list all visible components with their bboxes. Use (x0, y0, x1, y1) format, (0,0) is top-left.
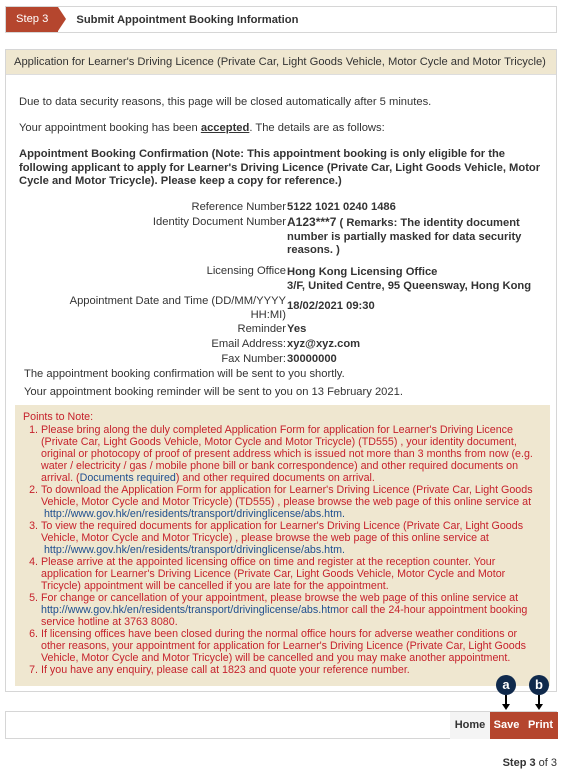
save-button[interactable]: Save (490, 712, 523, 739)
step-pager (503, 757, 557, 769)
id-value: A123***7 (287, 215, 337, 229)
note-item-1: 1. Please bring along the duly completed Application Form for application for Learner's Driving Licence (Private Car, Light Goods Vehicle, Motor Cycle and Motor Tricycle) (TD555) , your identity document, original or photocopy of proof of present address which is issued not more than 3 months from now (e.g. water / electricity / gas / mobile phone bill or bank correspondence) and other required documents on arrival. (Documents required) and other required documents on arrival. (41, 424, 542, 484)
datetime-value: 18/02/2021 09:30 (287, 300, 375, 312)
datetime-label-l1: Appointment Date and Time (DD/MM/YYYY (69, 295, 286, 307)
reference-label: Reference Number (191, 201, 286, 213)
reminder-value: Yes (287, 323, 307, 335)
note-2-text: To download the Application Form for application for Learner's Driving Licence (Private Car, Light Goods Vehicle, Motor Cycle and Motor Tricycle) (TD555) , please browse the web page of this online service at (41, 484, 533, 508)
print-button[interactable]: Print (523, 712, 558, 739)
reference-value: 5122 1021 0240 1486 (287, 201, 396, 213)
note-1-tail: ) and other required documents on arrival. (175, 472, 375, 484)
fax-label: Fax Number: (221, 353, 286, 365)
email-value: xyz@xyz.com (287, 338, 361, 350)
office-label: Licensing Office (206, 265, 286, 277)
id-remark-l1: ( Remarks: The identity document (339, 217, 520, 229)
note-item-4: 4. Please arrive at the appointed licensing office on time and register at the reception counter. Your application for Learner's Driving Licence (Private Car, Light Goods Vehicle, Motor Cycle and Motor Tricycle) appointment will be cancelled if you are late for the appointment. (41, 556, 542, 592)
note-1-text: Please bring along the duly completed Application Form for application for Learner's Driving Licence (Private Car, Light Goods Vehicle, Motor Cycle and Motor Tricycle) (TD555) , your identity document, original or photocopy of proof of present address which is issued not more than 3 months from now (e.g. water / electricity / gas / mobile phone bill or bank correspondence) and other required documents on arrival. (41, 424, 533, 484)
id-remark-l3: reasons. ) (287, 244, 340, 256)
datetime-label-l2: HH:MI) (250, 309, 286, 321)
confirmation-note-text: (Note: This appointment booking is only eligible for the following applicant to apply for Learner's Driving Licence (Private Car, Light Goods Vehicle, Motor Cycle and Motor Tricycle). Please keep a copy for reference.) (19, 148, 541, 187)
marker-a-arrowhead (502, 704, 510, 710)
id-label: Identity Document Number (152, 216, 286, 228)
notes-title: Points to Note: (23, 411, 94, 423)
note-3-link[interactable]: http://www.gov.hk/en/residents/transport/drivinglicense/abs.htm. (43, 544, 345, 556)
confirmation-sent-note: The appointment booking confirmation will be sent to you shortly. (24, 368, 345, 380)
marker-a: a (496, 675, 516, 695)
booking-status-line (19, 122, 546, 134)
marker-b: b (529, 675, 549, 695)
booking-status-post: . The details are as follows: (249, 122, 385, 134)
note-item-2 (41, 484, 542, 520)
note-item-3 (41, 520, 542, 556)
booking-status: accepted (200, 122, 250, 134)
note-2-link[interactable]: http://www.gov.hk/en/residents/transport/drivinglicense/abs.htm. (43, 508, 345, 520)
security-note: Due to data security reasons, this page will be closed automatically after 5 minutes. (19, 96, 432, 108)
points-to-note (15, 405, 550, 686)
note-item-5 (41, 592, 542, 628)
confirmation-note (19, 148, 546, 189)
office-address: 3/F, United Centre, 95 Queensway, Hong Kong (287, 280, 532, 292)
notes-list (41, 424, 542, 676)
home-button[interactable]: Home (450, 712, 490, 739)
office-name: Hong Kong Licensing Office (287, 266, 438, 278)
id-remark-l2: number is partially masked for data security (287, 230, 522, 243)
confirmation-panel (5, 49, 557, 692)
booking-status-pre: Your appointment booking has been (19, 122, 201, 134)
step-title: Submit Appointment Booking Information (76, 13, 299, 26)
confirmation-title: Appointment Booking Confirmation (19, 148, 209, 160)
action-bar (5, 711, 557, 739)
pager-rest: of 3 (535, 757, 557, 769)
note-3-text: To view the required documents for application for Learner's Driving Licence (Private Car, Light Goods Vehicle, Motor Cycle and Motor Tricycle) , please browse the web page of this online service at (41, 520, 524, 544)
note-item-6: 6. If licensing offices have been closed during the normal office hours for adverse weather conditions or other reasons, your appointment for application for Learner's Driving Licence (Private Car, Light Goods Vehicle, Motor Cycle and Motor Tricycle) will be cancelled and you may make another appointment. (41, 628, 542, 664)
panel-heading: Application for Learner's Driving Licence (Private Car, Light Goods Vehicle, Motor Cycle and Motor Tricycle) (6, 50, 556, 75)
email-label: Email Address: (211, 338, 286, 350)
step-header (5, 6, 557, 33)
pager-current: Step 3 (502, 757, 536, 769)
note-5-text: For change or cancellation of your appointment, please browse the web page of this online service at (41, 592, 519, 604)
step-tag: Step 3 (6, 7, 58, 32)
reminder-label: Reminder (237, 323, 286, 335)
documents-required-link[interactable]: Documents required (79, 472, 176, 484)
note-item-7: 7. If you have any enquiry, please call at 1823 and quote your reference number. (41, 664, 542, 676)
marker-b-arrowhead (535, 704, 543, 710)
reminder-sent-note: Your appointment booking reminder will be sent to you on 13 February 2021. (24, 386, 403, 398)
note-5-tail: or call the 24-hour appointment booking service hotline at 3763 8080. (41, 604, 528, 628)
fax-value: 30000000 (287, 353, 337, 365)
note-5-link[interactable]: http://www.gov.hk/en/residents/transport/drivinglicense/abs.htm (41, 604, 340, 616)
